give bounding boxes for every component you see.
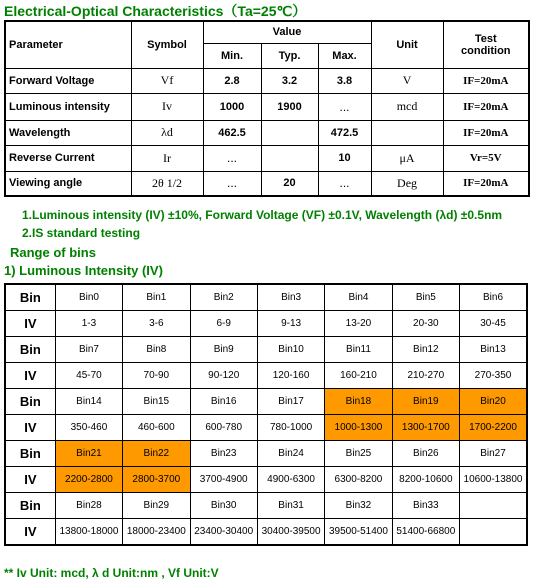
iv-range-cell: 1000-1300 <box>325 415 392 441</box>
table-row <box>5 171 529 196</box>
typ-cell <box>261 145 318 171</box>
min-cell: 462.5 <box>203 120 261 145</box>
condition-cell: IF=20mA <box>443 68 529 93</box>
bin-name-cell: Bin29 <box>123 493 190 519</box>
max-cell: ... <box>318 171 371 196</box>
bin-name-row <box>5 441 527 467</box>
unit-cell: μA <box>371 145 443 171</box>
bin-name-row <box>5 284 527 311</box>
bin-name-cell: Bin7 <box>55 337 122 363</box>
header-min: Min. <box>203 43 261 68</box>
symbol-cell: Iv <box>131 93 203 120</box>
iv-range-cell: 6300-8200 <box>325 467 392 493</box>
bin-name-cell: Bin23 <box>190 441 257 467</box>
characteristics-table <box>4 20 530 197</box>
symbol-cell: Ir <box>131 145 203 171</box>
note-standard: 2.IS standard testing <box>22 226 141 240</box>
iv-range-cell: 70-90 <box>123 363 190 389</box>
bin-name-cell: Bin30 <box>190 493 257 519</box>
iv-row-label: IV <box>5 467 55 493</box>
bin-name-cell: Bin33 <box>392 493 459 519</box>
unit-cell <box>371 120 443 145</box>
bin-name-cell: Bin24 <box>257 441 324 467</box>
iv-range-cell: 3-6 <box>123 311 190 337</box>
iv-range-cell: 10600-13800 <box>460 467 527 493</box>
min-cell: ... <box>203 171 261 196</box>
condition-cell: Vr=5V <box>443 145 529 171</box>
min-cell: 1000 <box>203 93 261 120</box>
iv-row-label: IV <box>5 415 55 441</box>
param-cell: Reverse Current <box>5 145 131 171</box>
bin-name-cell: Bin31 <box>257 493 324 519</box>
condition-cell: IF=20mA <box>443 93 529 120</box>
unit-cell: mcd <box>371 93 443 120</box>
bin-name-row <box>5 337 527 363</box>
bin-name-cell: Bin16 <box>190 389 257 415</box>
table-row <box>5 120 529 145</box>
iv-range-cell: 780-1000 <box>257 415 324 441</box>
typ-cell <box>261 120 318 145</box>
iv-range-row <box>5 467 527 493</box>
table-row <box>5 145 529 171</box>
bin-name-cell: Bin26 <box>392 441 459 467</box>
bin-name-cell: Bin32 <box>325 493 392 519</box>
iv-range-cell: 13-20 <box>325 311 392 337</box>
iv-range-cell: 600-780 <box>190 415 257 441</box>
iv-range-cell: 30-45 <box>460 311 527 337</box>
iv-row-label: IV <box>5 363 55 389</box>
bin-row-label: Bin <box>5 284 55 311</box>
symbol-cell: λd <box>131 120 203 145</box>
bin-name-cell: Bin13 <box>460 337 527 363</box>
units-footnote: ** Iv Unit: mcd, λ d Unit:nm , Vf Unit:V <box>4 566 219 580</box>
iv-range-cell: 30400-39500 <box>257 519 324 546</box>
unit-cell: Deg <box>371 171 443 196</box>
bin-name-cell: Bin25 <box>325 441 392 467</box>
bin-name-row <box>5 389 527 415</box>
range-of-bins-heading: Range of bins <box>10 245 96 260</box>
bin-name-row <box>5 493 527 519</box>
max-cell: 3.8 <box>318 68 371 93</box>
bin-name-cell: Bin19 <box>392 389 459 415</box>
iv-range-cell: 6-9 <box>190 311 257 337</box>
bin-name-cell: Bin27 <box>460 441 527 467</box>
iv-range-cell: 270-350 <box>460 363 527 389</box>
table-row <box>5 93 529 120</box>
bin-row-label: Bin <box>5 493 55 519</box>
iv-range-cell: 2200-2800 <box>55 467 122 493</box>
symbol-cell: Vf <box>131 68 203 93</box>
iv-range-cell: 350-460 <box>55 415 122 441</box>
bin-row-label: Bin <box>5 337 55 363</box>
bin-name-cell: Bin28 <box>55 493 122 519</box>
typ-cell: 1900 <box>261 93 318 120</box>
bin-name-cell: Bin3 <box>257 284 324 311</box>
bin-name-cell: Bin6 <box>460 284 527 311</box>
bin-name-cell: Bin12 <box>392 337 459 363</box>
iv-range-cell: 51400-66800 <box>392 519 459 546</box>
param-cell: Luminous intensity <box>5 93 131 120</box>
condition-cell: IF=20mA <box>443 171 529 196</box>
bin-name-cell: Bin18 <box>325 389 392 415</box>
table-row <box>5 68 529 93</box>
bin-name-cell: Bin21 <box>55 441 122 467</box>
iv-range-cell: 1700-2200 <box>460 415 527 441</box>
iv-range-cell: 1-3 <box>55 311 122 337</box>
bin-name-cell: Bin5 <box>392 284 459 311</box>
iv-range-cell: 23400-30400 <box>190 519 257 546</box>
iv-range-cell: 210-270 <box>392 363 459 389</box>
bin-name-cell: Bin1 <box>123 284 190 311</box>
bin-name-cell: Bin20 <box>460 389 527 415</box>
iv-row-label: IV <box>5 311 55 337</box>
max-cell: 10 <box>318 145 371 171</box>
typ-cell: 3.2 <box>261 68 318 93</box>
empty-cell <box>460 519 527 546</box>
bin-name-cell: Bin2 <box>190 284 257 311</box>
iv-range-row <box>5 415 527 441</box>
iv-range-cell: 20-30 <box>392 311 459 337</box>
header-unit: Unit <box>371 21 443 68</box>
iv-range-cell: 45-70 <box>55 363 122 389</box>
bin-name-cell: Bin4 <box>325 284 392 311</box>
iv-range-row <box>5 519 527 546</box>
max-cell: 472.5 <box>318 120 371 145</box>
condition-cell: IF=20mA <box>443 120 529 145</box>
iv-range-cell: 9-13 <box>257 311 324 337</box>
header-max: Max. <box>318 43 371 68</box>
bin-name-cell: Bin10 <box>257 337 324 363</box>
iv-range-row <box>5 311 527 337</box>
bin-name-cell: Bin15 <box>123 389 190 415</box>
param-cell: Wavelength <box>5 120 131 145</box>
typ-cell: 20 <box>261 171 318 196</box>
iv-range-cell: 4900-6300 <box>257 467 324 493</box>
symbol-cell: 2θ 1/2 <box>131 171 203 196</box>
page-title: Electrical-Optical Characteristics（Ta=25℃） <box>4 3 307 19</box>
iv-row-label: IV <box>5 519 55 546</box>
min-cell: ... <box>203 145 261 171</box>
iv-range-cell: 1300-1700 <box>392 415 459 441</box>
luminous-intensity-heading: 1) Luminous Intensity (IV) <box>4 263 163 278</box>
bins-table <box>4 283 528 546</box>
iv-range-cell: 120-160 <box>257 363 324 389</box>
empty-cell <box>460 493 527 519</box>
iv-range-cell: 3700-4900 <box>190 467 257 493</box>
bin-row-label: Bin <box>5 441 55 467</box>
iv-range-cell: 460-600 <box>123 415 190 441</box>
bin-name-cell: Bin22 <box>123 441 190 467</box>
iv-range-cell: 160-210 <box>325 363 392 389</box>
header-value: Value <box>203 21 371 43</box>
bin-name-cell: Bin0 <box>55 284 122 311</box>
iv-range-cell: 2800-3700 <box>123 467 190 493</box>
header-test-line1: Test <box>474 32 497 45</box>
bin-row-label: Bin <box>5 389 55 415</box>
bin-name-cell: Bin17 <box>257 389 324 415</box>
header-test-line2: condition <box>461 44 511 57</box>
note-tolerance: 1.Luminous intensity (IV) ±10%, Forward Voltage (VF) ±0.1V, Wavelength (λd) ±0.5nm <box>22 208 503 222</box>
max-cell: ... <box>318 93 371 120</box>
iv-range-cell: 13800-18000 <box>55 519 122 546</box>
iv-range-row <box>5 363 527 389</box>
iv-range-cell: 90-120 <box>190 363 257 389</box>
header-parameter: Parameter <box>5 21 131 68</box>
bin-name-cell: Bin11 <box>325 337 392 363</box>
iv-range-cell: 18000-23400 <box>123 519 190 546</box>
min-cell: 2.8 <box>203 68 261 93</box>
param-cell: Forward Voltage <box>5 68 131 93</box>
unit-cell: V <box>371 68 443 93</box>
param-cell: Viewing angle <box>5 171 131 196</box>
bin-name-cell: Bin14 <box>55 389 122 415</box>
iv-range-cell: 8200-10600 <box>392 467 459 493</box>
header-symbol: Symbol <box>131 21 203 68</box>
bin-name-cell: Bin9 <box>190 337 257 363</box>
header-test-condition <box>443 21 529 68</box>
iv-range-cell: 39500-51400 <box>325 519 392 546</box>
bin-name-cell: Bin8 <box>123 337 190 363</box>
header-typ: Typ. <box>261 43 318 68</box>
